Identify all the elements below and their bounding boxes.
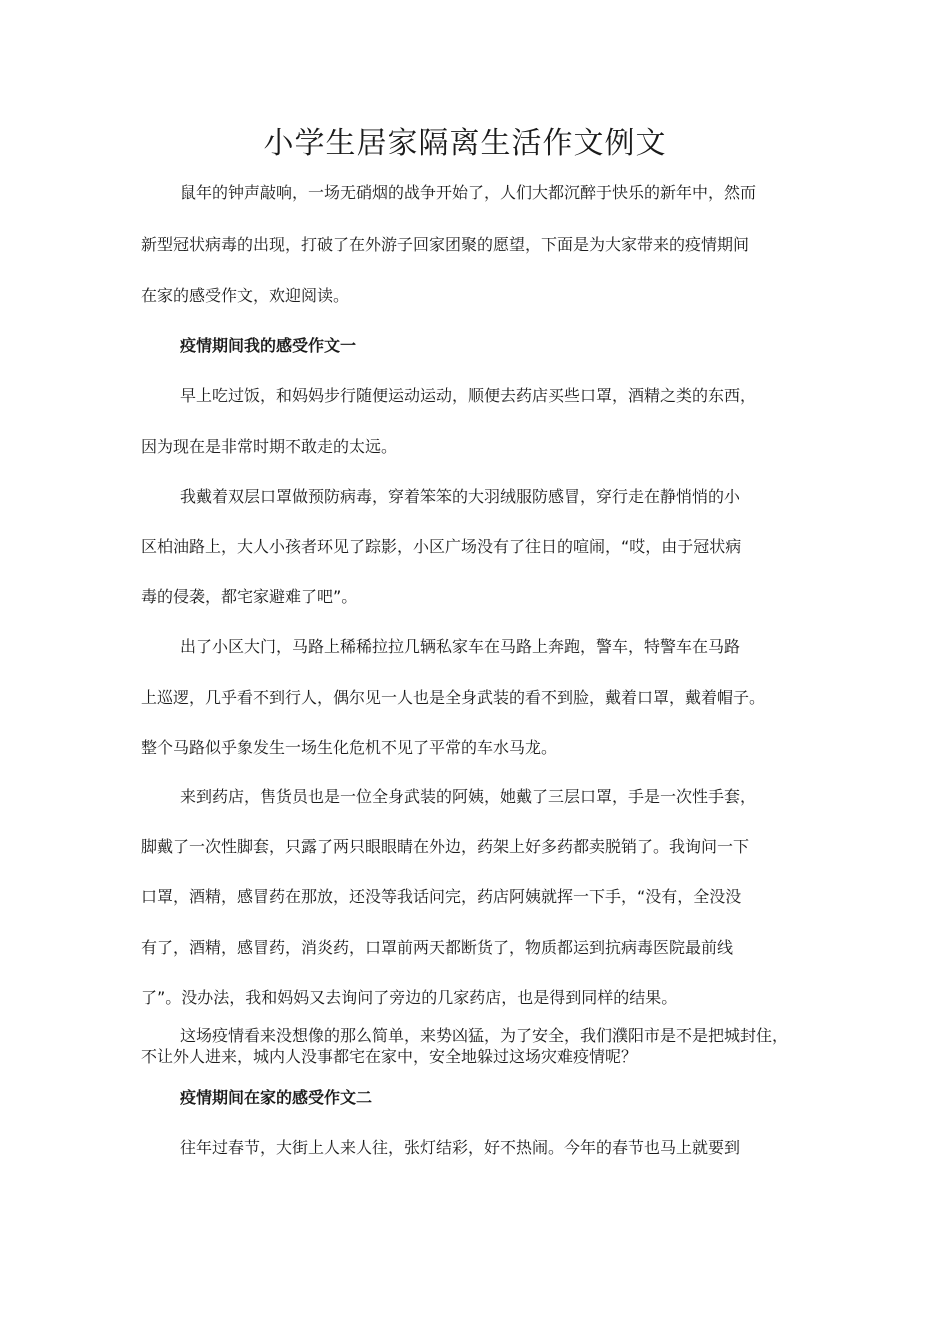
paragraph-1-line-2: 因为现在是非常时期不敢走的太远。 (141, 437, 398, 456)
paragraph-3-line-2: 上巡逻，几乎看不到行人，偶尔见一人也是全身武装的看不到脸，戴着口罩，戴着帽子。 (141, 688, 766, 707)
paragraph-2-line-3: 毒的侵袭，都宅家避难了吧”。 (141, 587, 358, 606)
paragraph-3-line-3: 整个马路似乎象发生一场生化危机不见了平常的车水马龙。 (141, 738, 558, 757)
paragraph-6-line-1: 往年过春节，大街上人来人往，张灯结彩，好不热闹。今年的春节也马上就要到 (180, 1138, 741, 1157)
intro-line-2: 新型冠状病毒的出现，打破了在外游子回家团聚的愿望，下面是为大家带来的疫情期间 (141, 235, 750, 254)
paragraph-3-line-1: 出了小区大门，马路上稀稀拉拉几辆私家车在马路上奔跑，警车，特警车在马路 (180, 637, 741, 656)
paragraph-2-line-2: 区柏油路上，大人小孩者环见了踪影，小区广场没有了往日的喧闹，“哎，由于冠状病 (141, 537, 742, 556)
document-title: 小学生居家隔离生活作文例文 (263, 126, 667, 161)
paragraph-5-line-2: 不让外人进来，城内人没事都宅在家中，安全地躲过这场灾难疫情呢？ (141, 1047, 638, 1066)
paragraph-4-line-1: 来到药店，售货员也是一位全身武装的阿姨，她戴了三层口罩，手是一次性手套， (180, 787, 757, 806)
paragraph-4-line-4: 有了，酒精，感冒药，消炎药，口罩前两天都断货了，物质都运到抗病毒医院最前线 (141, 938, 734, 957)
paragraph-4-line-2: 脚戴了一次性脚套，只露了两只眼眼睛在外边，药架上好多药都卖脱销了。我询问一下 (141, 837, 750, 856)
section-heading-2: 疫情期间在家的感受作文二 (180, 1088, 373, 1107)
paragraph-4-line-5: 了”。没办法，我和妈妈又去询问了旁边的几家药店，也是得到同样的结果。 (141, 988, 678, 1007)
intro-line-3: 在家的感受作文，欢迎阅读。 (141, 286, 350, 305)
paragraph-4-line-3: 口罩，酒精，感冒药在那放，还没等我话问完，药店阿姨就挥一下手，“没有，全没没 (141, 887, 742, 906)
intro-line-1: 鼠年的钟声敲响，一场无硝烟的战争开始了，人们大都沉醉于快乐的新年中，然而 (180, 183, 757, 202)
paragraph-5-line-1: 这场疫情看来没想像的那么简单，来势凶猛，为了安全，我们濮阳市是不是把城封住， (180, 1026, 789, 1045)
section-heading-1: 疫情期间我的感受作文一 (180, 336, 357, 355)
paragraph-1-line-1: 早上吃过饭，和妈妈步行随便运动运动，顺便去药店买些口罩，酒精之类的东西， (180, 386, 757, 405)
paragraph-2-line-1: 我戴着双层口罩做预防病毒，穿着笨笨的大羽绒服防感冒，穿行走在静悄悄的小 (180, 487, 741, 506)
